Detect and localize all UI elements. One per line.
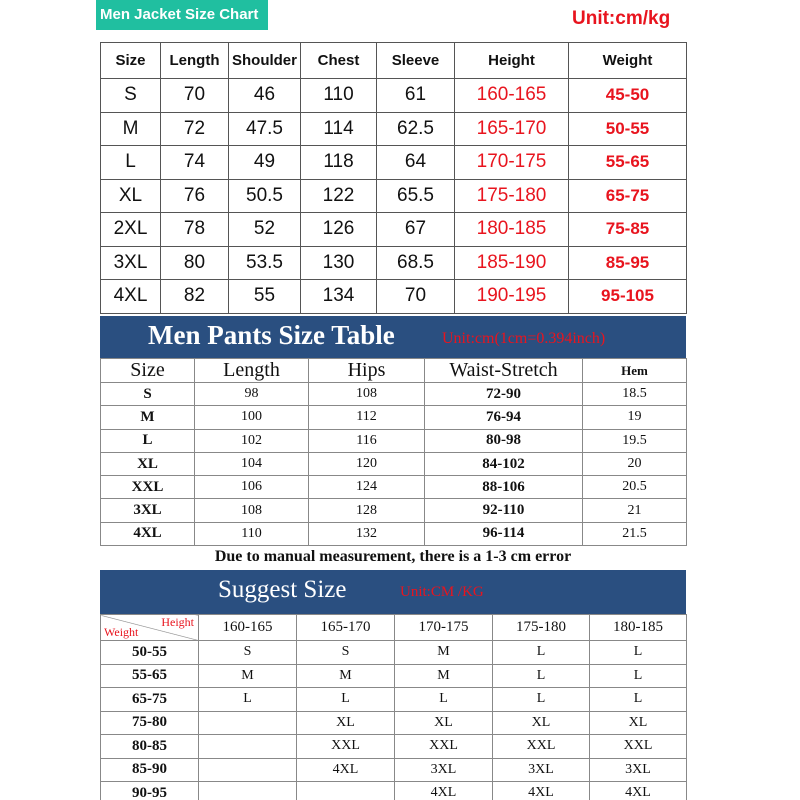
jacket-cell: 55 (229, 280, 301, 314)
jacket-cell: 52 (229, 213, 301, 247)
pants-cell: 21.5 (583, 522, 687, 545)
suggest-cell: XL (297, 711, 395, 735)
table-row (101, 246, 687, 280)
suggest-header-cell: 180-185 (590, 615, 687, 641)
table-row (101, 758, 687, 782)
suggest-cell: S (199, 641, 297, 665)
jacket-cell: XL (101, 179, 161, 213)
pants-cell: 18.5 (583, 383, 687, 406)
jacket-cell: 134 (301, 280, 377, 314)
jacket-cell: 185-190 (455, 246, 569, 280)
jacket-header-cell: Sleeve (377, 43, 455, 79)
pants-header-cell: Waist-Stretch (425, 359, 583, 383)
pants-cell: 128 (309, 499, 425, 522)
suggest-table-title: Suggest Size (218, 576, 347, 603)
pants-cell: L (101, 429, 195, 452)
jacket-cell: 61 (377, 79, 455, 113)
table-row (101, 476, 687, 499)
suggest-cell: 75-80 (101, 711, 199, 735)
pants-cell: 72-90 (425, 383, 583, 406)
jacket-size-table (100, 42, 687, 314)
jacket-chart-title: Men Jacket Size Chart (96, 0, 268, 30)
suggest-cell: L (297, 688, 395, 712)
suggest-unit-label: Unit:CM /KG (400, 584, 484, 600)
table-row (101, 280, 687, 314)
suggest-header-cell: 160-165 (199, 615, 297, 641)
table-row (101, 782, 687, 800)
pants-cell: 100 (195, 406, 309, 429)
pants-cell: 80-98 (425, 429, 583, 452)
corner-weight-label: Weight (104, 625, 139, 639)
jacket-cell: 68.5 (377, 246, 455, 280)
pants-cell: 102 (195, 429, 309, 452)
suggest-cell: L (395, 688, 493, 712)
jacket-cell: 49 (229, 146, 301, 180)
jacket-cell: 64 (377, 146, 455, 180)
pants-cell: 106 (195, 476, 309, 499)
suggest-cell: L (199, 688, 297, 712)
suggest-cell: M (297, 664, 395, 688)
suggest-cell (199, 782, 297, 800)
pants-table-title: Men Pants Size Table (148, 320, 395, 350)
table-row (101, 383, 687, 406)
suggest-banner (100, 570, 686, 614)
table-row (101, 406, 687, 429)
suggest-cell: 4XL (590, 782, 687, 800)
jacket-cell: 160-165 (455, 79, 569, 113)
jacket-cell: 118 (301, 146, 377, 180)
suggest-cell: 50-55 (101, 641, 199, 665)
suggest-header-cell: 165-170 (297, 615, 395, 641)
suggest-header-row (101, 615, 687, 641)
jacket-cell: L (101, 146, 161, 180)
jacket-cell: 165-170 (455, 112, 569, 146)
suggest-cell: XXL (590, 735, 687, 759)
jacket-cell: 62.5 (377, 112, 455, 146)
jacket-cell: 175-180 (455, 179, 569, 213)
pants-cell: 116 (309, 429, 425, 452)
jacket-cell: 53.5 (229, 246, 301, 280)
table-row (101, 688, 687, 712)
table-row (101, 452, 687, 475)
pants-header-cell: Size (101, 359, 195, 383)
jacket-cell: 45-50 (569, 79, 687, 113)
suggest-cell: L (590, 688, 687, 712)
suggest-cell: L (590, 664, 687, 688)
jacket-cell: 74 (161, 146, 229, 180)
suggest-cell: 4XL (297, 758, 395, 782)
table-row (101, 522, 687, 545)
suggest-cell: 90-95 (101, 782, 199, 800)
pants-cell: 104 (195, 452, 309, 475)
suggest-cell: 65-75 (101, 688, 199, 712)
jacket-cell: 82 (161, 280, 229, 314)
suggest-cell: M (395, 641, 493, 665)
jacket-cell: 80 (161, 246, 229, 280)
suggest-cell: M (395, 664, 493, 688)
suggest-cell: L (590, 641, 687, 665)
table-row (101, 179, 687, 213)
pants-cell: 20.5 (583, 476, 687, 499)
table-row (101, 641, 687, 665)
pants-cell: 108 (309, 383, 425, 406)
pants-header-row (101, 359, 687, 383)
jacket-cell: 46 (229, 79, 301, 113)
jacket-cell: 50-55 (569, 112, 687, 146)
jacket-cell: 55-65 (569, 146, 687, 180)
pants-cell: XL (101, 452, 195, 475)
jacket-cell: 190-195 (455, 280, 569, 314)
jacket-cell: 130 (301, 246, 377, 280)
table-row (101, 499, 687, 522)
table-row (101, 146, 687, 180)
pants-cell: 88-106 (425, 476, 583, 499)
pants-cell: 98 (195, 383, 309, 406)
jacket-cell: 47.5 (229, 112, 301, 146)
jacket-unit-label: Unit:cm/kg (572, 8, 671, 29)
pants-cell: 110 (195, 522, 309, 545)
suggest-cell: 80-85 (101, 735, 199, 759)
pants-unit-label: Unit:cm(1cm=0.394inch) (442, 330, 606, 347)
pants-cell: 84-102 (425, 452, 583, 475)
pants-cell: 108 (195, 499, 309, 522)
suggest-cell: XXL (493, 735, 590, 759)
suggest-cell: 4XL (395, 782, 493, 800)
pants-cell: 132 (309, 522, 425, 545)
pants-header-cell: Hem (583, 359, 687, 383)
jacket-cell: 180-185 (455, 213, 569, 247)
table-row (101, 112, 687, 146)
pants-cell: 112 (309, 406, 425, 429)
pants-cell: 4XL (101, 522, 195, 545)
suggest-cell: L (493, 688, 590, 712)
table-row (101, 79, 687, 113)
suggest-cell (199, 735, 297, 759)
suggest-cell: XXL (395, 735, 493, 759)
pants-cell: 19 (583, 406, 687, 429)
suggest-cell: 3XL (493, 758, 590, 782)
jacket-cell: 70 (161, 79, 229, 113)
pants-header-cell: Hips (309, 359, 425, 383)
table-row (101, 429, 687, 452)
jacket-header-cell: Shoulder (229, 43, 301, 79)
suggest-cell: 3XL (590, 758, 687, 782)
jacket-cell: 76 (161, 179, 229, 213)
suggest-cell: S (297, 641, 395, 665)
suggest-cell: 55-65 (101, 664, 199, 688)
jacket-cell: 70 (377, 280, 455, 314)
jacket-header-cell: Weight (569, 43, 687, 79)
pants-cell: 96-114 (425, 522, 583, 545)
suggest-cell: M (199, 664, 297, 688)
pants-cell: 76-94 (425, 406, 583, 429)
jacket-cell: 2XL (101, 213, 161, 247)
jacket-cell: M (101, 112, 161, 146)
suggest-cell: XL (395, 711, 493, 735)
corner-height-label: Height (161, 615, 194, 629)
suggest-cell: L (493, 641, 590, 665)
pants-cell: XXL (101, 476, 195, 499)
jacket-cell: 122 (301, 179, 377, 213)
jacket-cell: 65.5 (377, 179, 455, 213)
jacket-cell: 50.5 (229, 179, 301, 213)
pants-cell: 92-110 (425, 499, 583, 522)
suggest-header-cell: 175-180 (493, 615, 590, 641)
jacket-cell: 78 (161, 213, 229, 247)
suggest-cell: L (493, 664, 590, 688)
jacket-header-cell: Length (161, 43, 229, 79)
pants-banner (100, 316, 686, 358)
jacket-header-cell: Chest (301, 43, 377, 79)
suggest-cell: 4XL (493, 782, 590, 800)
jacket-header-cell: Size (101, 43, 161, 79)
jacket-header-row (101, 43, 687, 79)
jacket-cell: 126 (301, 213, 377, 247)
measurement-note: Due to manual measurement, there is a 1-3 cm error (214, 548, 572, 565)
pants-cell: 21 (583, 499, 687, 522)
pants-size-table (100, 358, 687, 546)
table-row (101, 735, 687, 759)
jacket-cell: 75-85 (569, 213, 687, 247)
suggest-cell (199, 758, 297, 782)
suggest-cell: 3XL (395, 758, 493, 782)
jacket-cell: 170-175 (455, 146, 569, 180)
pants-cell: 3XL (101, 499, 195, 522)
suggest-header-cell: 170-175 (395, 615, 493, 641)
jacket-cell: 95-105 (569, 280, 687, 314)
pants-cell: S (101, 383, 195, 406)
jacket-cell: 110 (301, 79, 377, 113)
suggest-cell (297, 782, 395, 800)
table-row (101, 711, 687, 735)
suggest-cell: XL (590, 711, 687, 735)
table-row (101, 664, 687, 688)
suggest-cell: 85-90 (101, 758, 199, 782)
height-weight-corner (101, 615, 199, 641)
pants-cell: 20 (583, 452, 687, 475)
pants-cell: M (101, 406, 195, 429)
pants-cell: 124 (309, 476, 425, 499)
suggest-cell: XXL (297, 735, 395, 759)
suggest-size-table (100, 614, 687, 800)
pants-cell: 19.5 (583, 429, 687, 452)
suggest-cell (199, 711, 297, 735)
jacket-cell: 3XL (101, 246, 161, 280)
pants-header-cell: Length (195, 359, 309, 383)
jacket-cell: 65-75 (569, 179, 687, 213)
jacket-cell: 85-95 (569, 246, 687, 280)
jacket-cell: 114 (301, 112, 377, 146)
jacket-cell: 4XL (101, 280, 161, 314)
jacket-cell: 67 (377, 213, 455, 247)
jacket-header-cell: Height (455, 43, 569, 79)
table-row (101, 213, 687, 247)
jacket-cell: S (101, 79, 161, 113)
jacket-cell: 72 (161, 112, 229, 146)
pants-cell: 120 (309, 452, 425, 475)
suggest-cell: XL (493, 711, 590, 735)
